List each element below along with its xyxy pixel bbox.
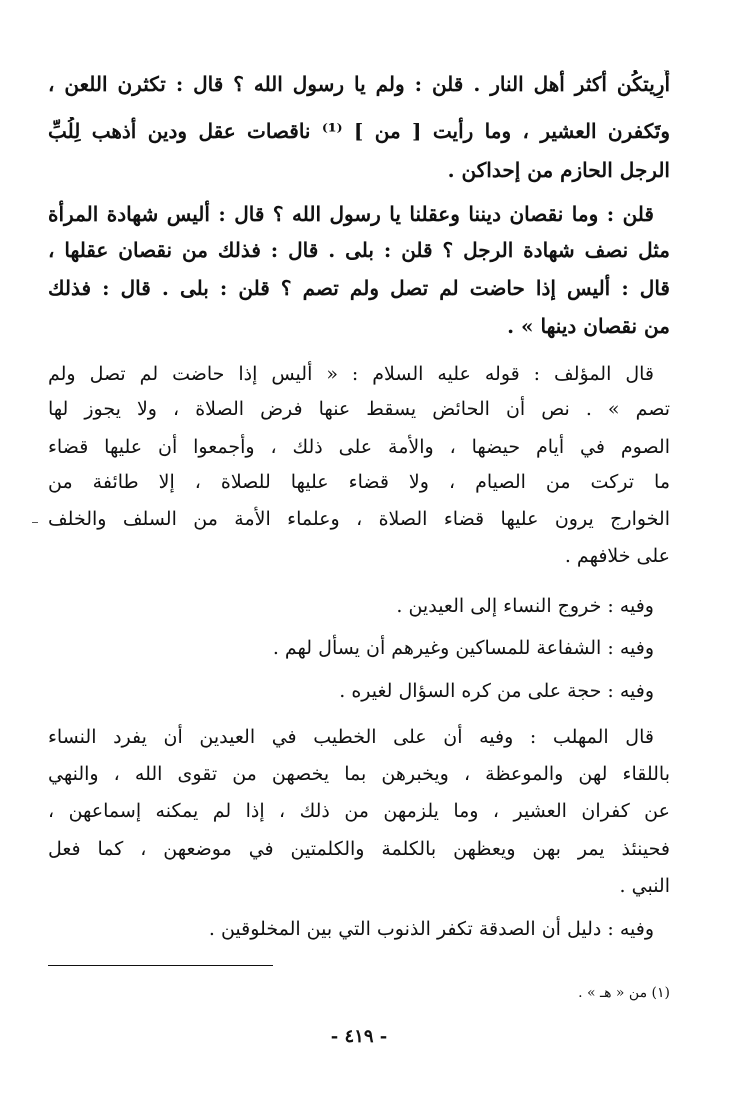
text-line: أُرِيتكُن أكثر أهل النار . قلن : ولم يا رسول الله ؟ قال : تكثرن اللعن ، [48, 72, 670, 96]
text-line: وفيه : خروج النساء إلى العيدين . [396, 595, 654, 617]
text-line: وفيه : دليل أن الصدقة تكفر الذنوب التي بين المخلوقين . [208, 918, 654, 940]
footnote: (١) من « هـ » . [578, 985, 670, 1001]
text-line: قال المهلب : وفيه أن على الخطيب في العيدين أن يفرد النساء [48, 726, 654, 748]
text-line: وفيه : حجة على من كره السؤال لغيره . [339, 680, 654, 702]
text-line: الرجل الحازم من إحداكن . [447, 158, 670, 182]
text-line: من نقصان دينها » . [507, 314, 670, 338]
text-line: قلن : وما نقصان ديننا وعقلنا يا رسول الله ؟ قال : أليس شهادة المرأة [48, 202, 654, 226]
text-line: تصم » . نص أن الحائض يسقط عنها فرض الصلاة ، ولا يجوز لها [48, 398, 670, 420]
text-line: الخوارج يرون عليها قضاء الصلاة ، وعلماء الأمة من السلف والخلف [48, 508, 670, 530]
text-line: قال : أليس إذا حاضت لم تصل ولم تصم ؟ قلن : بلى . قال : فذلك [48, 276, 670, 300]
text-line: وتَكفرن العشير ، وما رأيت [ من ] ⁽¹⁾ ناقصات عقل ودين أذهب لِلُبِّ [48, 119, 670, 143]
text-line: الصوم في أيام حيضها ، والأمة على ذلك ، وأجمعوا أن عليها قضاء [48, 436, 670, 458]
page-number: - ٤١٩ - [330, 1026, 388, 1047]
scan-mark [32, 522, 38, 523]
text-line: باللقاء لهن والموعظة ، ويخبرهن بما يخصهن من تقوى الله ، والنهي [48, 763, 670, 785]
text-line: وفيه : الشفاعة للمساكين وغيرهم أن يسأل لهم . [272, 637, 654, 659]
text-line: على خلافهم . [564, 545, 670, 567]
text-line: فحينئذ يمر بهن ويعظهن بالكلمة والكلمتين في موضعهن ، كما فعل [48, 838, 670, 860]
text-line: قال المؤلف : قوله عليه السلام : « أليس إذا حاضت لم تصل ولم [48, 363, 654, 385]
text-line: عن كفران العشير ، وما يلزمهن من ذلك ، إذا لم يمكنه إسماعهن ، [48, 800, 670, 822]
text-line: ما تركت من الصيام ، ولا قضاء عليها للصلاة ، إلا طائفة من [48, 471, 670, 493]
book-page [48, 0, 708, 1096]
text-line: النبي . [619, 875, 670, 897]
text-line: مثل نصف شهادة الرجل ؟ قلن : بلى . قال : فذلك من نقصان عقلها ، [48, 238, 670, 262]
footnote-separator [48, 965, 273, 966]
